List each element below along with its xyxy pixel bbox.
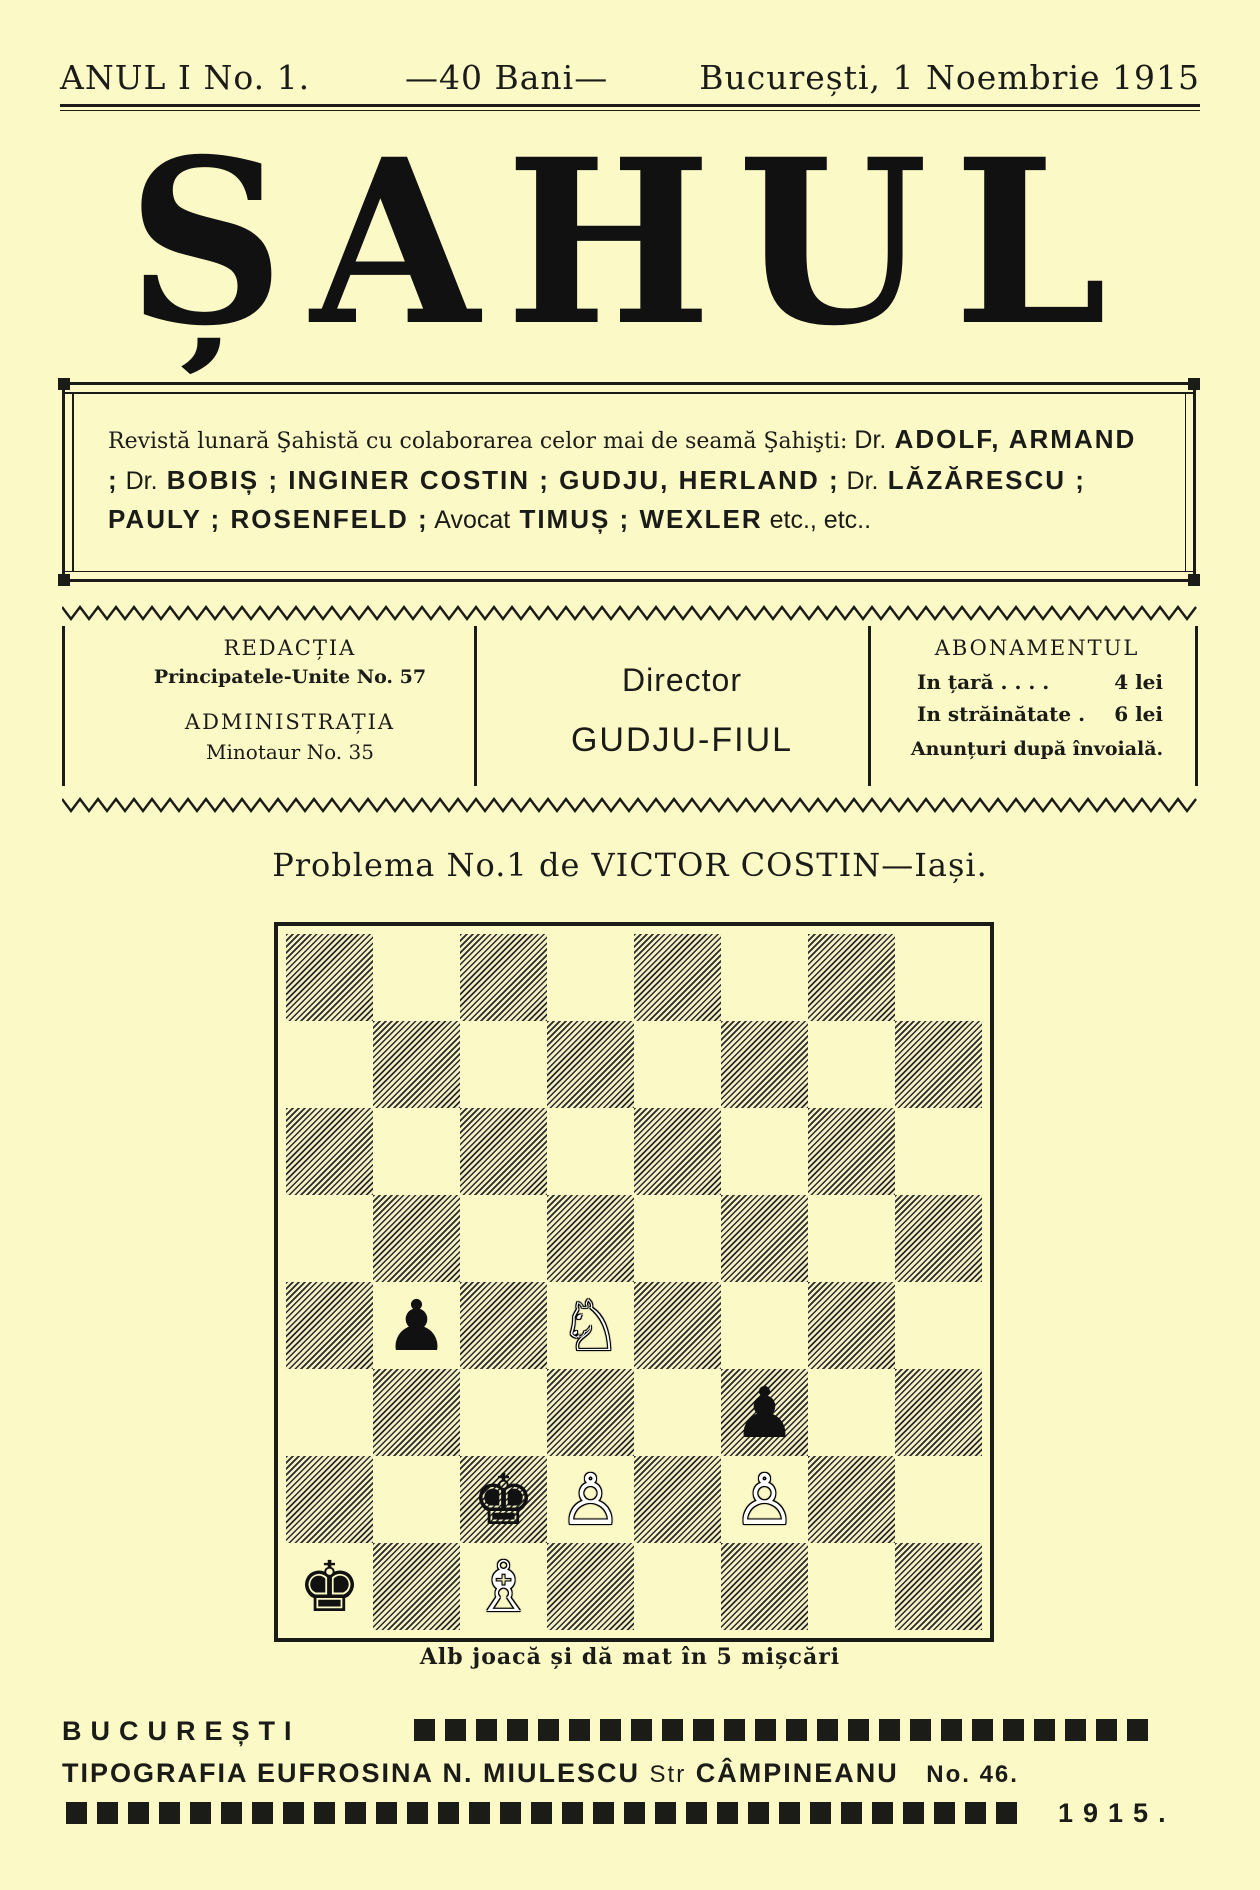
white-pawn-f2-icon: ♙ [733, 1458, 796, 1541]
ornament-block [1034, 1719, 1055, 1741]
ornament-block [407, 1802, 428, 1824]
problem-caption: Alb joacă și dă mat în 5 mișcări [419, 1644, 841, 1670]
square-h6 [895, 1108, 982, 1195]
ornament-block [724, 1719, 745, 1741]
ornament-block [345, 1802, 366, 1824]
square-g6 [808, 1108, 895, 1195]
zigzag-rule-top [62, 604, 1198, 622]
white-bishop-c1-icon: ♗ [472, 1545, 535, 1628]
collaborator-name: TIMUȘ ; [510, 504, 631, 534]
ornament-block [1065, 1719, 1086, 1741]
square-g4 [808, 1282, 895, 1369]
ornament-block [631, 1719, 652, 1741]
box-top-border [62, 382, 1196, 385]
ornament-block [748, 1802, 769, 1824]
ornament-block [221, 1802, 242, 1824]
collaborator-name: BOBIȘ ; [157, 465, 280, 495]
square-b3 [373, 1369, 460, 1456]
ornament-block [872, 1802, 893, 1824]
collaborator-title: etc., etc.. [762, 506, 872, 534]
square-c5 [460, 1195, 547, 1282]
ornament-block [624, 1802, 645, 1824]
ornament-block [190, 1802, 211, 1824]
administratia-address: Minotaur No. 35 [206, 740, 374, 764]
ornament-block [376, 1802, 397, 1824]
ornament-block [693, 1719, 714, 1741]
square-a6 [286, 1108, 373, 1195]
square-e8 [634, 934, 721, 1021]
square-f5 [721, 1195, 808, 1282]
square-b2 [373, 1456, 460, 1543]
ornament-block [600, 1719, 621, 1741]
ornament-block [848, 1719, 869, 1741]
square-d5 [547, 1195, 634, 1282]
box-corner [58, 574, 70, 586]
square-e1 [634, 1543, 721, 1630]
collaborator-title: Dr. [854, 426, 887, 454]
square-f8 [721, 934, 808, 1021]
subscription-row-abroad [877, 702, 1197, 734]
square-b7 [373, 1021, 460, 1108]
box-bottom-border-inner [62, 571, 1196, 573]
collaborator-name: GUDJU, HERLAND ; [549, 465, 840, 495]
ornament-block [283, 1802, 304, 1824]
square-g7 [808, 1021, 895, 1108]
footer-printer: TIPOGRAFIA EUFROSINA N. MIULESCU [62, 1758, 641, 1788]
collaborator-name: PAULY ; [108, 504, 222, 534]
footer-year: 1915. [1058, 1798, 1176, 1828]
masthead-title: ȘAHUL [127, 109, 1133, 377]
redactia-address: Principatele-Unite No. 57 [153, 666, 427, 688]
ornament-block [593, 1802, 614, 1824]
white-knight-d4-icon: ♘ [559, 1284, 622, 1367]
square-e6 [634, 1108, 721, 1195]
collaborator-name: LĂZĂRESCU ; [878, 465, 1086, 495]
director-column [502, 622, 862, 790]
square-c8 [460, 934, 547, 1021]
ornament-block [531, 1802, 552, 1824]
ornament-block [252, 1802, 273, 1824]
ornament-block [1003, 1719, 1024, 1741]
subscription-price: 4 lei [1114, 670, 1163, 694]
box-top-border-inner [62, 392, 1196, 394]
issue-header [60, 52, 1200, 102]
ornament-block [903, 1802, 924, 1824]
subscription-column [877, 622, 1197, 790]
footer-block-row [66, 1802, 1017, 1824]
square-c3 [460, 1369, 547, 1456]
footer-street: CÂMPINEANU [695, 1758, 899, 1788]
square-h4 [895, 1282, 982, 1369]
ornament-block [314, 1802, 335, 1824]
director-name: GUDJU-FIUL [570, 721, 794, 759]
square-h8 [895, 934, 982, 1021]
collaborators-intro: Revistă lunară Şahistă cu colaborarea celor mai de seamă Şahişti: [108, 429, 848, 454]
ornament-block [910, 1719, 931, 1741]
square-e2 [634, 1456, 721, 1543]
ornament-block [941, 1719, 962, 1741]
square-d2 [547, 1456, 634, 1543]
ornament-block [841, 1802, 862, 1824]
collaborator-name: ADOLF, [886, 424, 1001, 454]
square-b6 [373, 1108, 460, 1195]
chess-board [274, 922, 994, 1642]
box-right-border [1193, 382, 1196, 582]
square-c4 [460, 1282, 547, 1369]
ornament-block [1096, 1719, 1117, 1741]
ornament-block [414, 1719, 435, 1741]
footer-block-row [414, 1719, 1148, 1741]
ornament-block [500, 1802, 521, 1824]
square-e3 [634, 1369, 721, 1456]
ornament-block [538, 1719, 559, 1741]
ornament-block [66, 1802, 87, 1824]
ornament-block [1127, 1719, 1148, 1741]
square-g2 [808, 1456, 895, 1543]
ornament-block [755, 1719, 776, 1741]
square-f1 [721, 1543, 808, 1630]
square-a8 [286, 934, 373, 1021]
ornament-block [879, 1719, 900, 1741]
footer-city: BUCUREȘTI [62, 1716, 301, 1746]
square-c2 [460, 1456, 547, 1543]
square-b4 [373, 1282, 460, 1369]
square-c1 [460, 1543, 547, 1630]
ornament-block [686, 1802, 707, 1824]
square-a1 [286, 1543, 373, 1630]
square-d7 [547, 1021, 634, 1108]
box-left-border-inner [72, 392, 74, 572]
footer-number: No. 46. [926, 1761, 1019, 1788]
square-d8 [547, 934, 634, 1021]
square-b5 [373, 1195, 460, 1282]
ornament-block [662, 1719, 683, 1741]
ornament-block [469, 1802, 490, 1824]
collaborators-box [62, 382, 1196, 582]
ornament-block [817, 1719, 838, 1741]
footer-street-prefix: Str [649, 1761, 687, 1788]
square-f3 [721, 1369, 808, 1456]
ornament-block [159, 1802, 180, 1824]
director-title: Director [621, 662, 742, 698]
subscription-row-domestic [877, 670, 1197, 702]
collaborator-name: INGINER COSTIN ; [279, 465, 550, 495]
administratia-title: ADMINISTRAȚIA [184, 710, 396, 734]
square-h1 [895, 1543, 982, 1630]
place-date: București, 1 Noembrie 1915 [699, 58, 1200, 97]
square-g5 [808, 1195, 895, 1282]
footer-printer-line [62, 1758, 1202, 1789]
square-d1 [547, 1543, 634, 1630]
ornament-block [810, 1802, 831, 1824]
square-c6 [460, 1108, 547, 1195]
ornament-block [445, 1719, 466, 1741]
square-h2 [895, 1456, 982, 1543]
collaborator-name: ARMAND ; [108, 424, 1137, 495]
square-a2 [286, 1456, 373, 1543]
ornament-block [438, 1802, 459, 1824]
abonament-title: ABONAMENTUL [934, 636, 1140, 660]
ads-note: Anunțuri după învoială. [910, 738, 1164, 760]
square-a3 [286, 1369, 373, 1456]
editorial-column [90, 622, 490, 790]
collaborator-title: Dr. [118, 467, 158, 495]
ornament-block [779, 1802, 800, 1824]
box-corner [58, 378, 70, 390]
ornament-block [965, 1802, 986, 1824]
square-e5 [634, 1195, 721, 1282]
square-a4 [286, 1282, 373, 1369]
issue-number: ANUL I No. 1. [60, 58, 311, 97]
ornament-block [562, 1802, 583, 1824]
redactia-title: REDACȚIA [223, 636, 357, 660]
ornament-block [786, 1719, 807, 1741]
square-e4 [634, 1282, 721, 1369]
king-a1-icon: ♚ [298, 1545, 361, 1628]
info-divider [868, 626, 871, 786]
square-f4 [721, 1282, 808, 1369]
collaborator-title: Dr. [839, 467, 879, 495]
black-pawn-b4-icon: ♟ [385, 1284, 448, 1367]
square-b8 [373, 934, 460, 1021]
ornament-block [996, 1802, 1017, 1824]
box-corner [1188, 378, 1200, 390]
square-d4 [547, 1282, 634, 1369]
ornament-block [97, 1802, 118, 1824]
subscription-label: In țară . . . . [917, 670, 1050, 694]
subscription-price: 6 lei [1114, 702, 1163, 726]
square-h3 [895, 1369, 982, 1456]
collaborators-text [108, 420, 1150, 539]
square-g3 [808, 1369, 895, 1456]
square-d3 [547, 1369, 634, 1456]
subscription-label: In străinătate . [917, 702, 1086, 726]
box-bottom-border [62, 579, 1196, 582]
square-f2 [721, 1456, 808, 1543]
collaborator-name: ROSENFELD ; [221, 504, 429, 534]
issue-price: —40 Bani— [405, 58, 609, 97]
ornament-block [655, 1802, 676, 1824]
collaborator-name: WEXLER [630, 504, 763, 534]
ornament-block [128, 1802, 149, 1824]
collaborator-title: Avocat [428, 506, 511, 534]
info-block [62, 622, 1198, 790]
square-f6 [721, 1108, 808, 1195]
box-right-border-inner [1185, 392, 1187, 572]
square-a7 [286, 1021, 373, 1108]
ornament-block [972, 1719, 993, 1741]
problem-title: Problema No.1 de VICTOR COSTIN—Iași. [272, 846, 988, 884]
square-f7 [721, 1021, 808, 1108]
square-g8 [808, 934, 895, 1021]
ornament-block [476, 1719, 497, 1741]
square-a5 [286, 1195, 373, 1282]
ornament-block [569, 1719, 590, 1741]
square-b1 [373, 1543, 460, 1630]
square-d6 [547, 1108, 634, 1195]
square-h7 [895, 1021, 982, 1108]
zigzag-rule-bottom [62, 796, 1198, 814]
info-divider [62, 626, 65, 786]
square-h5 [895, 1195, 982, 1282]
board-grid [286, 934, 982, 1630]
black-king-c2-icon: ♚ [472, 1458, 535, 1541]
white-pawn-d2-icon: ♙ [559, 1458, 622, 1541]
black-pawn-f3-icon: ♟ [733, 1371, 796, 1454]
box-left-border [62, 382, 65, 582]
square-e7 [634, 1021, 721, 1108]
ornament-block [717, 1802, 738, 1824]
square-c7 [460, 1021, 547, 1108]
square-g1 [808, 1543, 895, 1630]
ornament-block [934, 1802, 955, 1824]
ornament-block [507, 1719, 528, 1741]
box-corner [1188, 574, 1200, 586]
